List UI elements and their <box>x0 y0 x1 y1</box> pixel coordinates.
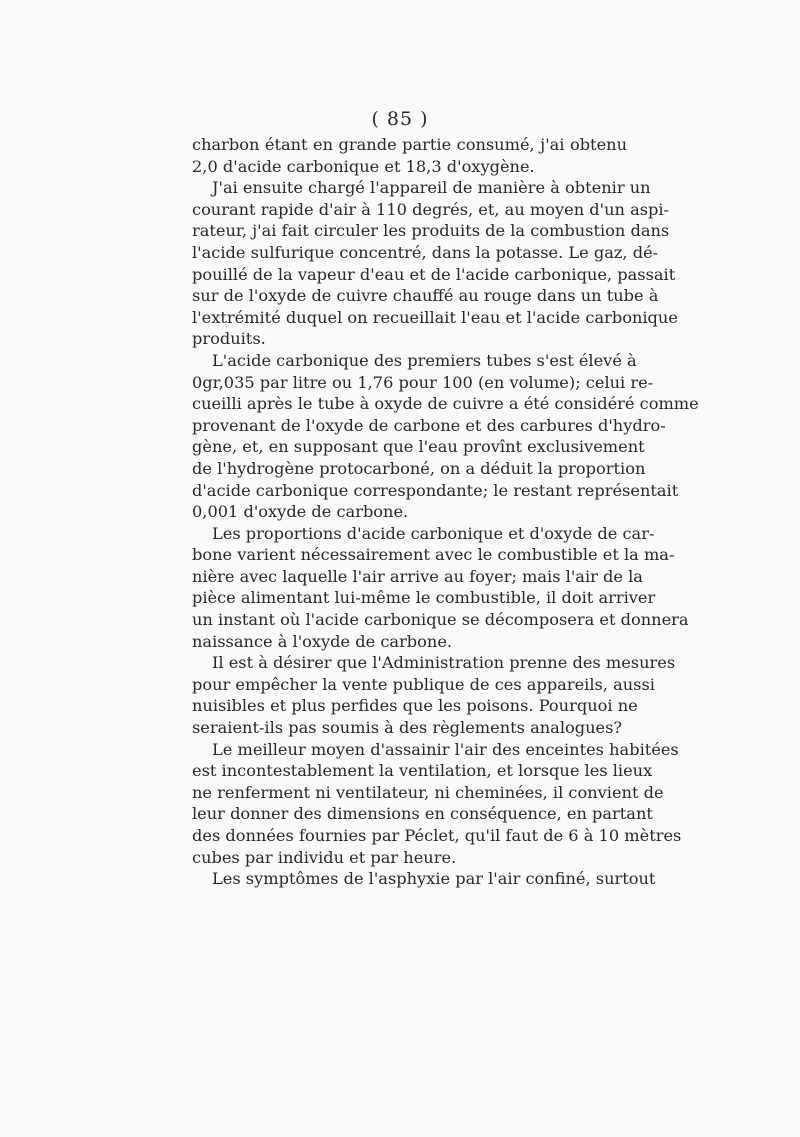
text-line: 0,001 d'oxyde de carbone. <box>192 502 409 522</box>
text-line: leur donner des dimensions en conséquence, en partant <box>192 804 653 824</box>
text-line: d'acide carbonique correspondante; le restant représentait <box>192 480 679 500</box>
page-number: ( 85 ) <box>371 108 429 130</box>
body-text <box>192 134 699 890</box>
text-line: nuisibles et plus perfides que les poisons. Pourquoi ne <box>192 696 638 716</box>
text-line: Les proportions d'acide carbonique et d'oxyde de car- <box>212 523 655 543</box>
text-line: seraient-ils pas soumis à des règlements analogues? <box>192 718 623 738</box>
text-line: l'acide sulfurique concentré, dans la potasse. Le gaz, dé- <box>192 242 659 262</box>
text-line: cueilli après le tube à oxyde de cuivre a été considéré comme <box>192 394 699 414</box>
text-line: J'ai ensuite chargé l'appareil de manière à obtenir un <box>212 178 651 198</box>
text-line: provenant de l'oxyde de carbone et des carbures d'hydro- <box>192 415 666 435</box>
text-line: courant rapide d'air à 110 degrés, et, au moyen d'un aspi- <box>192 199 670 219</box>
text-line: 0gr,035 par litre ou 1,76 pour 100 (en volume); celui re- <box>192 372 654 392</box>
text-line: Le meilleur moyen d'assainir l'air des enceintes habitées <box>212 739 679 759</box>
text-line: Les symptômes de l'asphyxie par l'air confiné, surtout <box>212 869 656 889</box>
text-line: charbon étant en grande partie consumé, j'ai obtenu <box>192 135 627 154</box>
text-line: rateur, j'ai fait circuler les produits de la combustion dans <box>192 221 670 241</box>
text-line: cubes par individu et par heure. <box>192 847 457 867</box>
text-line: des données fournies par Péclet, qu'il faut de 6 à 10 mètres <box>192 826 682 845</box>
text-line: L'acide carbonique des premiers tubes s'est élevé à <box>212 350 637 370</box>
text-line: pouillé de la vapeur d'eau et de l'acide carbonique, passait <box>192 264 676 284</box>
text-line: sur de l'oxyde de cuivre chauffé au rouge dans un tube à <box>192 286 659 306</box>
text-line: Il est à désirer que l'Administration prenne des mesures <box>212 653 676 673</box>
text-line: 2,0 d'acide carbonique et 18,3 d'oxygène. <box>192 156 535 176</box>
text-line: pour empêcher la vente publique de ces appareils, aussi <box>192 674 655 694</box>
text-line: est incontestablement la ventilation, et lorsque les lieux <box>192 761 653 781</box>
text-line: nière avec laquelle l'air arrive au foyer; mais l'air de la <box>192 566 643 586</box>
text-line: gène, et, en supposant que l'eau provînt exclusivement <box>192 437 645 457</box>
text-line: pièce alimentant lui-même le combustible, il doit arriver <box>192 588 656 608</box>
text-line: ne renferment ni ventilateur, ni cheminées, il convient de <box>192 782 664 802</box>
text-line: l'extrémité duquel on recueillait l'eau et l'acide carbonique <box>192 307 678 327</box>
text-line: produits. <box>192 329 266 349</box>
text-line: bone varient nécessairement avec le combustible et la ma- <box>192 545 675 565</box>
text-line: naissance à l'oxyde de carbone. <box>192 631 453 651</box>
text-line: de l'hydrogène protocarboné, on a déduit la proportion <box>192 458 646 478</box>
text-line: un instant où l'acide carbonique se décomposera et donnera <box>192 610 689 630</box>
